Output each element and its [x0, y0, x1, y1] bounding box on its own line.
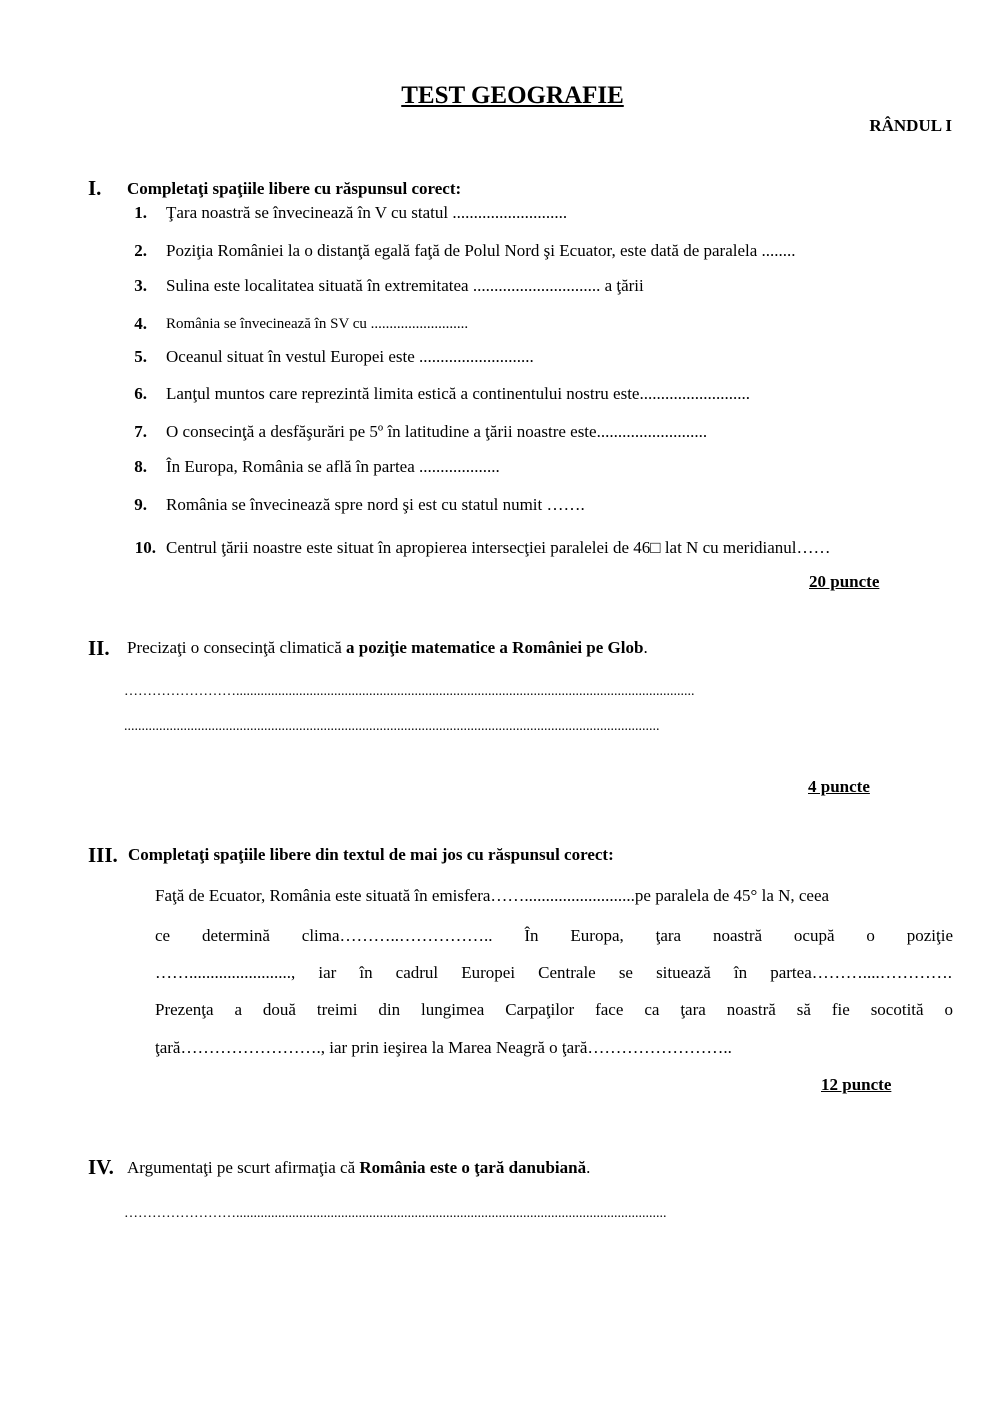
item-7-text: O consecinţă a desfăşurări pe 5º în latitudine a ţării noastre este..........................: [166, 422, 708, 441]
section-4-prompt-end: .: [586, 1158, 591, 1177]
item-1-text: Ţara noastră se învecinează în V cu statul ...........................: [166, 203, 568, 222]
section-2-answer-line-1[interactable]: ……………………...................................................................................................................................: [124, 684, 695, 699]
item-2-number: 2.: [134, 241, 147, 260]
section-3-line-2: ce determină clima………..…………….. În Europa, ţara noastră ocupă o poziţie: [155, 926, 953, 945]
item-10-text: Centrul ţării noastre este situat în apropierea intersecţiei paralelei de 46□ lat N cu meridianul……: [166, 538, 831, 557]
section-2-answer-line-2[interactable]: .........................................................................................................................................................: [124, 719, 660, 734]
section-3-points: 12 puncte: [821, 1075, 892, 1094]
item-9-text: România se învecinează spre nord şi est cu statul numit …….: [166, 495, 585, 514]
item-3-text: Sulina este localitatea situată în extremitatea .............................. a ţării: [166, 276, 644, 295]
section-3-number: III.: [88, 843, 118, 867]
row-label: RÂNDUL I: [869, 116, 952, 135]
item-7-number: 7.: [134, 422, 147, 441]
section-2-prompt-end: .: [643, 638, 648, 657]
section-3-line-3: ……........................, iar în cadrul Europei Centrale se situează în partea………....………….: [155, 963, 952, 982]
item-5-text: Oceanul situat în vestul Europei este ...........................: [166, 347, 534, 366]
item-9-number: 9.: [134, 495, 147, 514]
section-4-prompt-bold: România este o ţară danubiană: [359, 1158, 587, 1177]
item-6-text: Lanţul muntos care reprezintă limita estică a continentului nostru este..........................: [166, 384, 750, 403]
section-2-number: II.: [88, 636, 110, 660]
section-1-number: I.: [88, 176, 102, 200]
section-3-instruction: Completaţi spaţiile libere din textul de mai jos cu răspunsul corect:: [128, 845, 614, 864]
section-1-points: 20 puncte: [809, 572, 880, 591]
section-3-line-1: Faţă de Ecuator, România este situată în emisfera……..........................pe paralela de 45° la N, ceea: [155, 886, 830, 905]
item-5-number: 5.: [134, 347, 147, 366]
section-4-prompt-start: Argumentaţi pe scurt afirmaţia că: [127, 1158, 360, 1177]
item-8-text: În Europa, România se află în partea ...................: [166, 457, 500, 476]
item-1-number: 1.: [134, 203, 147, 222]
section-4-answer-line-1[interactable]: ……………………...........................................................................................................................: [124, 1206, 667, 1221]
item-4-number: 4.: [134, 314, 147, 333]
item-6-number: 6.: [134, 384, 147, 403]
item-10-number: 10.: [134, 538, 156, 557]
item-2-text: Poziţia României la o distanţă egală faţă de Polul Nord şi Ecuator, este dată de paralela ........: [166, 241, 796, 260]
section-2-prompt-start: Precizaţi o consecinţă climatică: [127, 638, 347, 657]
section-3-line-5: ţară……………………., iar prin ieşirea la Marea Neagră o ţară……………………..: [155, 1038, 732, 1057]
section-4-prompt: [127, 1158, 590, 1178]
page-title: TEST GEOGRAFIE: [401, 82, 624, 109]
section-2-points: 4 puncte: [808, 777, 870, 796]
item-8-number: 8.: [134, 457, 147, 476]
section-3-line-4: Prezenţa a două treimi din lungimea Carpaţilor face ca ţara noastră să fie socotită o: [155, 1000, 953, 1019]
section-4-number: IV.: [88, 1155, 114, 1179]
section-1-instruction: Completaţi spaţiile libere cu răspunsul corect:: [127, 179, 462, 198]
item-4-text: România se învecinează în SV cu ..........................: [166, 316, 469, 332]
section-2-prompt: [127, 638, 648, 658]
section-2-prompt-bold: a poziţie matematice a României pe Glob: [346, 638, 644, 657]
item-3-number: 3.: [134, 276, 147, 295]
